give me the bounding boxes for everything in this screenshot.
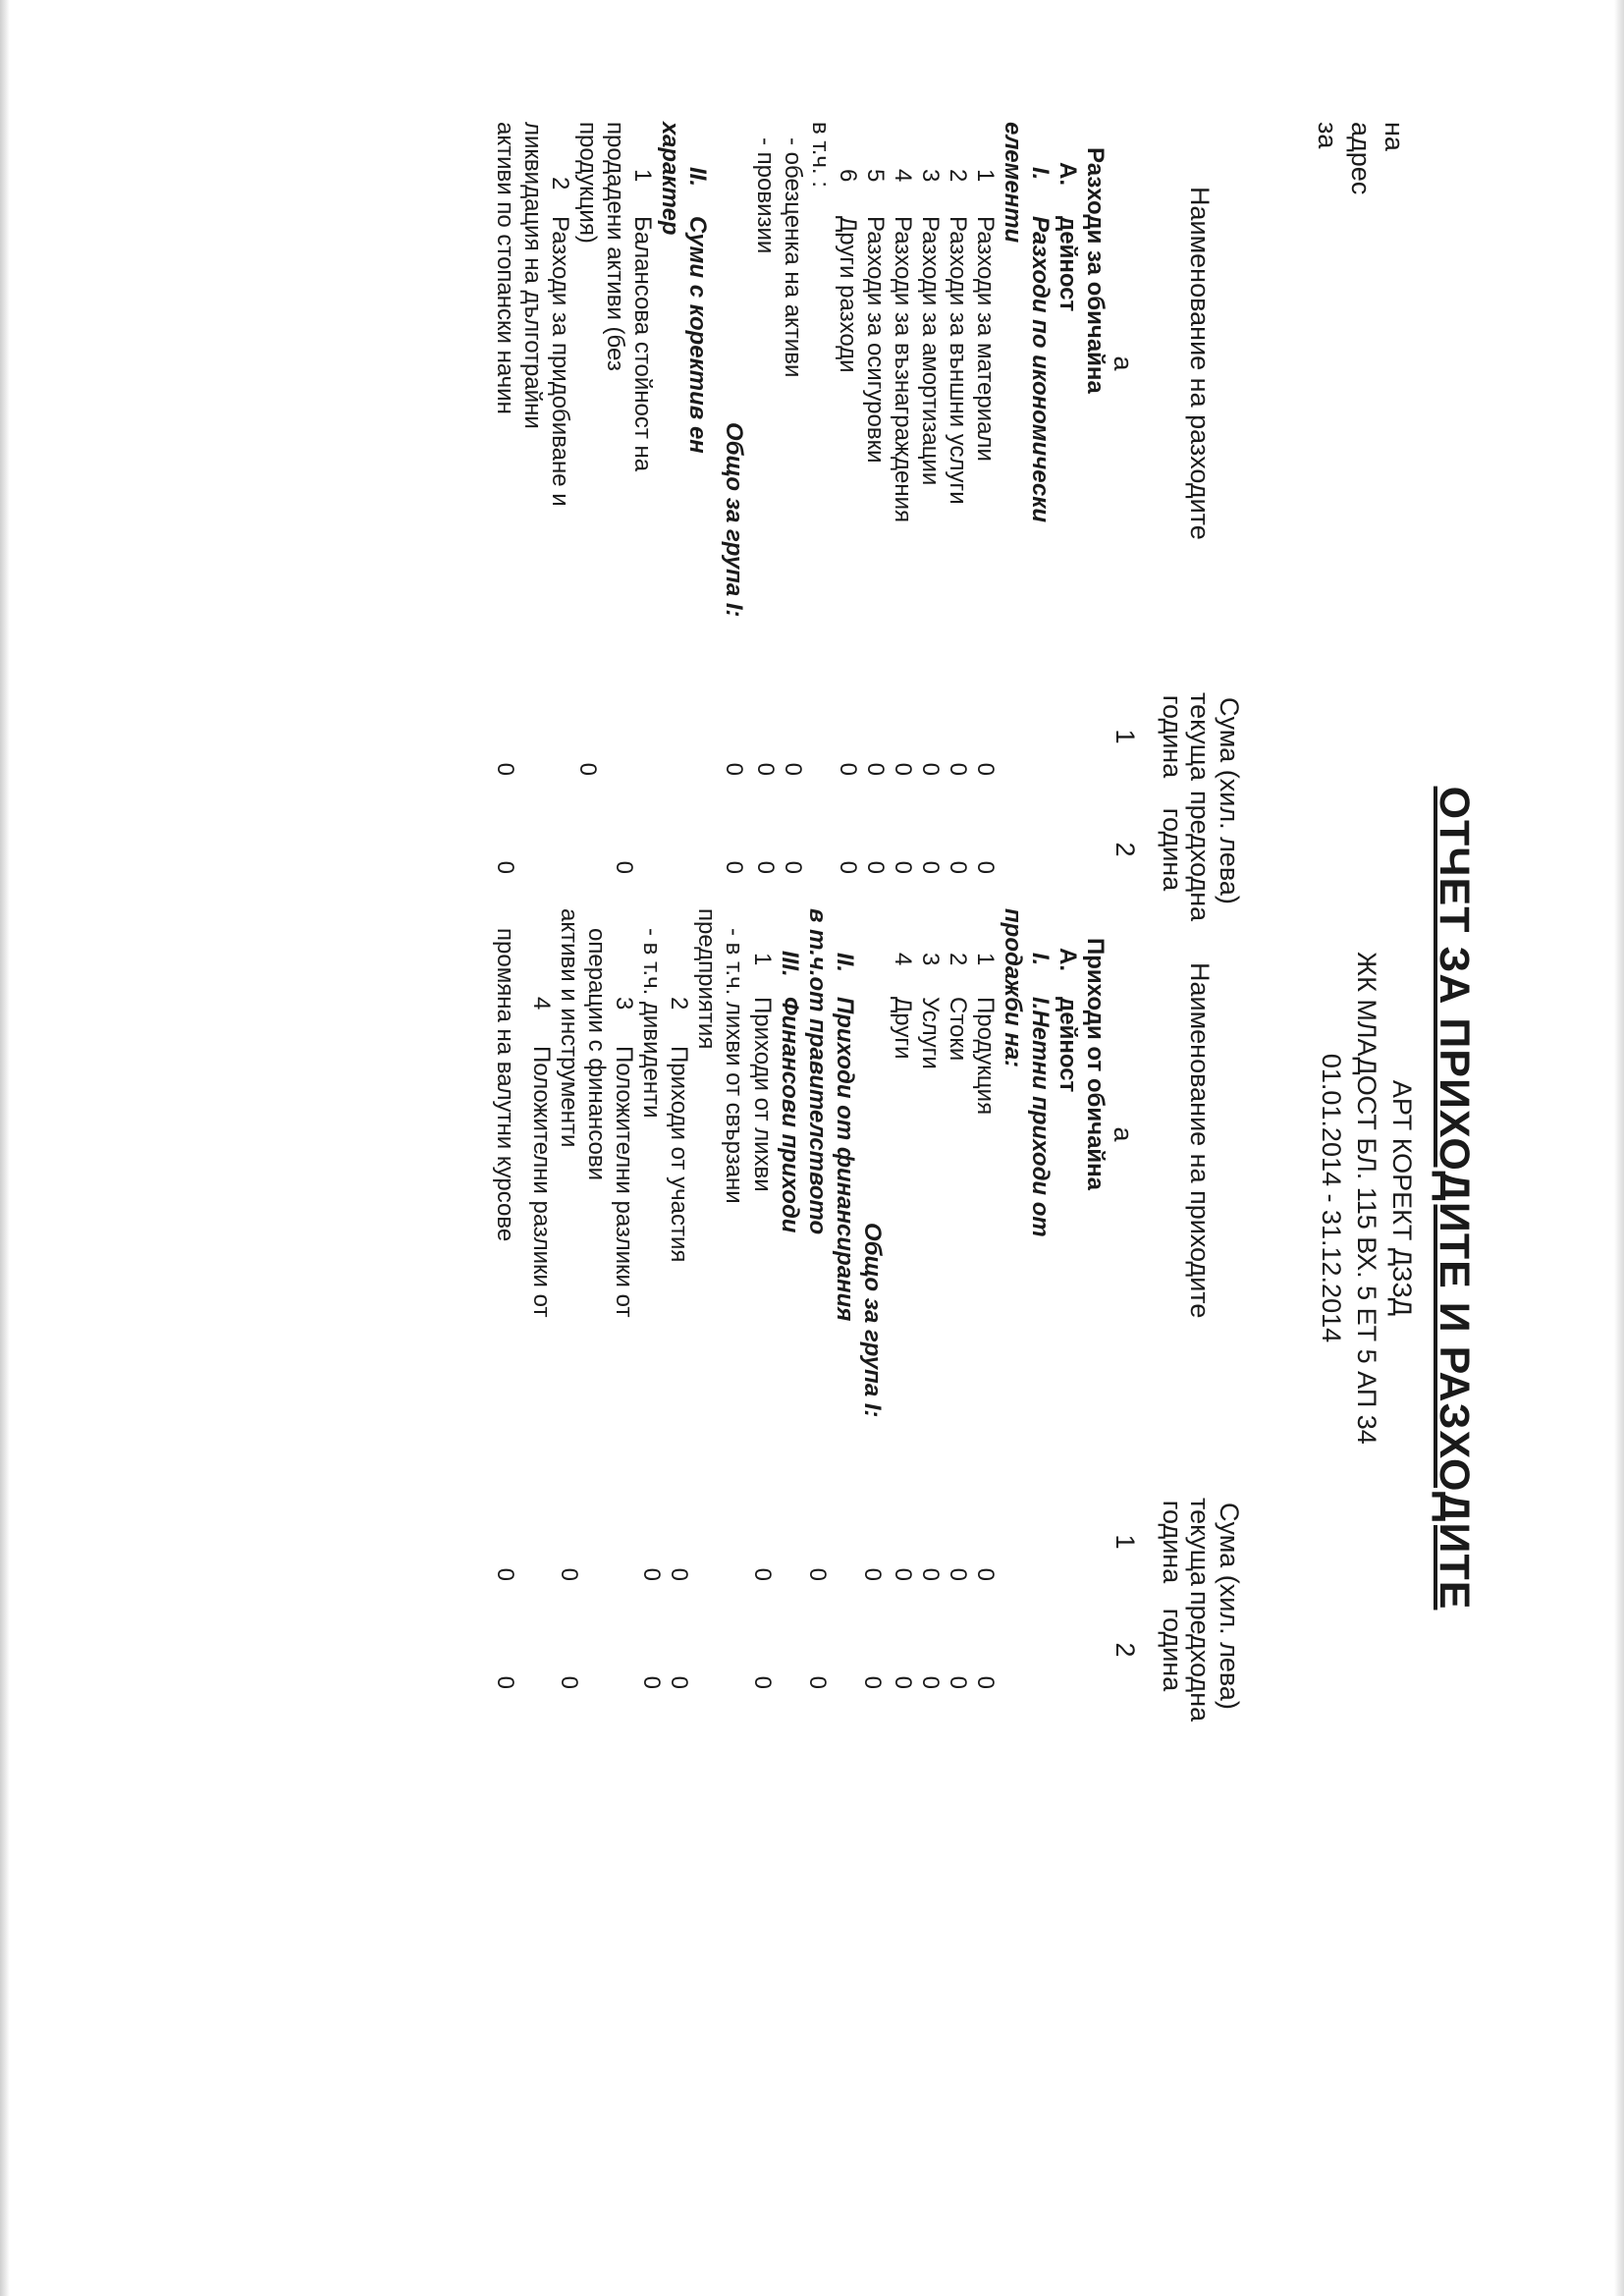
- expenses-total-current: 0: [721, 762, 747, 776]
- expenses-col-previous-year: година: [1158, 807, 1187, 892]
- income-col-current: текуща: [1185, 1498, 1215, 1586]
- income-f-row1-no: 1: [749, 953, 776, 966]
- income-row-no: 3: [917, 953, 944, 966]
- scan-edge-right: [1614, 0, 1624, 2296]
- income-row-previous: 0: [917, 1675, 944, 1689]
- income-f-row2-name: Приходи от участия: [666, 1046, 692, 1263]
- expenses-group2-code: II.: [684, 167, 711, 188]
- income-section-code: А.: [1055, 948, 1081, 971]
- expense-g2-row1-name-3: продукция): [574, 122, 601, 244]
- company-address: ЖК МЛАДОСТ БЛ. 115 ВХ. 5 ЕТ 5 АП 34: [1352, 952, 1381, 1445]
- expenses-col-letter: а: [1109, 355, 1138, 371]
- expense-row-current: 0: [835, 762, 861, 776]
- income-f-row4-name: Положителни разлики от: [528, 1046, 555, 1318]
- expense-g2-row2-name: Разходи за придобиване и: [547, 216, 573, 507]
- expense-g2-row1-name-2: продадени активи (без: [602, 122, 628, 371]
- income-col-current-year: година: [1158, 1500, 1187, 1584]
- income-row-name: Услуги: [917, 997, 944, 1069]
- income-col-letter: а: [1109, 1126, 1138, 1142]
- expense-row-name: Други разходи: [835, 216, 861, 373]
- income-col-previous: предходна: [1185, 1591, 1215, 1722]
- expense-incl-current: 0: [752, 762, 779, 776]
- income-row-name: Продукция: [972, 997, 999, 1116]
- income-f-row3-current: 0: [556, 1567, 582, 1581]
- income-row-current: 0: [945, 1567, 971, 1581]
- income-f-row3-no: 3: [611, 997, 637, 1011]
- income-f-row2-sub-previous: 0: [638, 1675, 665, 1689]
- income-row-previous: 0: [890, 1675, 916, 1689]
- income-f-row4-previous: 0: [492, 1675, 518, 1689]
- income-section-title: Приходи от обичайна: [1082, 938, 1109, 1191]
- income-col-one: 1: [1110, 1534, 1140, 1550]
- expenses-col-one: 1: [1110, 729, 1140, 744]
- expenses-col-two: 2: [1110, 842, 1140, 857]
- income-f-row2-sub-current: 0: [638, 1567, 665, 1581]
- expense-g2-row2-name-3: активи по стопански начин: [492, 122, 518, 414]
- income-row-current: 0: [917, 1567, 944, 1581]
- income-group2-title: Приходи от финансирания: [832, 997, 858, 1322]
- income-total-label: Общо за група I:: [859, 1223, 886, 1418]
- income-f-row4-current: 0: [492, 1567, 518, 1581]
- label-na: на: [1380, 122, 1409, 151]
- income-f-row1-name: Приходи от лихви: [749, 997, 776, 1192]
- expense-row-previous: 0: [945, 860, 971, 874]
- expense-g2-row1-current: 0: [574, 762, 601, 776]
- report-title: ОТЧЕТ ЗА ПРИХОДИТЕ И РАЗХОДИТЕ: [1431, 786, 1478, 1611]
- expense-row-no: 1: [972, 169, 999, 183]
- income-group3-code: III.: [777, 951, 803, 977]
- expense-incl-previous: 0: [780, 860, 806, 874]
- income-group2-code: II.: [832, 953, 858, 973]
- income-row-name: Други: [890, 997, 916, 1060]
- income-section-title-2: дейност: [1055, 997, 1081, 1093]
- expense-row-previous: 0: [835, 860, 861, 874]
- income-group1-code: I.: [1027, 953, 1054, 966]
- expense-row-current: 0: [972, 762, 999, 776]
- expenses-group1-code: I.: [1027, 167, 1054, 181]
- expenses-col-name: Наименование на разходите: [1185, 187, 1215, 540]
- income-row-no: 1: [972, 953, 999, 966]
- income-f-row2-current: 0: [666, 1567, 692, 1581]
- expenses-group2-title-2: характер: [657, 122, 683, 236]
- income-f-row1-sub-2: предприятия: [693, 908, 720, 1050]
- expense-row-name: Разходи за възнаграждения: [890, 216, 916, 523]
- income-f-row2-sub: - в т.ч. дивиденти: [638, 928, 665, 1119]
- income-total-current: 0: [859, 1567, 886, 1581]
- income-f-row2-previous: 0: [666, 1675, 692, 1689]
- scan-edge-left: [0, 0, 10, 2296]
- expense-incl-previous: 0: [752, 860, 779, 874]
- expense-row-no: 6: [835, 169, 861, 183]
- expense-row-current: 0: [917, 762, 944, 776]
- income-f-row4-name-2: промяна на валутни курсове: [492, 928, 518, 1242]
- income-f-row3-previous: 0: [556, 1675, 582, 1689]
- expense-g2-row2-name-2: ликвидация на дълготрайни: [519, 122, 546, 429]
- income-group2-sub-current: 0: [804, 1567, 831, 1581]
- company-name: АРТ КОРЕКТ ДЗЗД: [1387, 1079, 1417, 1317]
- expenses-col-current: текуща: [1185, 692, 1215, 781]
- expenses-col-previous: предходна: [1185, 791, 1215, 922]
- income-total-previous: 0: [859, 1675, 886, 1689]
- expense-incl-name: - провизии: [752, 137, 779, 254]
- income-row-no: 2: [945, 953, 971, 966]
- income-group1-title-2: продажби на:: [1000, 908, 1026, 1068]
- expense-row-name: Разходи за материали: [972, 216, 999, 462]
- expense-row-previous: 0: [917, 860, 944, 874]
- label-adres: адрес: [1346, 122, 1376, 195]
- label-za: за: [1313, 122, 1342, 149]
- expenses-total-label: Общо за група I:: [721, 422, 747, 618]
- expense-g2-row2-current: 0: [492, 762, 518, 776]
- expense-row-no: 2: [945, 169, 971, 183]
- expense-row-name: Разходи за осигуровки: [862, 216, 889, 464]
- report-page: [64, 108, 1478, 2288]
- income-col-sum: Сума (хил. лева): [1215, 1503, 1244, 1710]
- income-group3-title: Финансови приходи: [777, 997, 803, 1233]
- income-row-previous: 0: [945, 1675, 971, 1689]
- expense-row-no: 3: [917, 169, 944, 183]
- expenses-col-sum: Сума (хил. лева): [1215, 697, 1244, 904]
- income-f-row2-no: 2: [666, 997, 692, 1011]
- income-row-name: Стоки: [945, 997, 971, 1062]
- income-f-row1-sub: - в т.ч. лихви от свързани: [721, 928, 747, 1204]
- income-f-row1-current: 0: [749, 1567, 776, 1581]
- expense-row-current: 0: [890, 762, 916, 776]
- expense-g2-row1-prev-zero: 0: [611, 860, 637, 874]
- expenses-section-title-2: дейност: [1055, 216, 1081, 312]
- expenses-incl-label: в т.ч. :: [807, 122, 834, 188]
- expense-incl-current: 0: [780, 762, 806, 776]
- income-group2-sub: в т.ч.от правителството: [804, 908, 831, 1235]
- expense-g2-row1-name: Балансова стойност на: [629, 216, 656, 472]
- expense-row-no: 5: [862, 169, 889, 183]
- expense-row-name: Разходи за амортизации: [917, 216, 944, 486]
- expense-incl-name: - обезценка на активи: [780, 137, 806, 378]
- income-group1-title: I.Нетни приходи от: [1027, 997, 1054, 1237]
- expenses-group1-title: Разходи по икономически: [1027, 216, 1054, 523]
- income-f-row3-name-2: операции с финансови: [583, 928, 610, 1181]
- expense-row-previous: 0: [890, 860, 916, 874]
- expenses-col-current-year: година: [1158, 694, 1187, 779]
- expenses-total-previous: 0: [721, 860, 747, 874]
- expense-row-current: 0: [945, 762, 971, 776]
- income-f-row3-name: Положителни разлики от: [611, 1046, 637, 1318]
- income-row-no: 4: [890, 953, 916, 966]
- income-row-previous: 0: [972, 1675, 999, 1689]
- report-period: 01.01.2014 - 31.12.2014: [1317, 1053, 1346, 1343]
- expense-row-previous: 0: [862, 860, 889, 874]
- expense-g2-row2-no: 2: [547, 177, 573, 191]
- income-f-row3-name-3: активи и инструменти: [556, 908, 582, 1148]
- expense-g2-row1-no: 1: [629, 169, 656, 183]
- expense-g2-row2-previous: 0: [492, 860, 518, 874]
- expense-row-current: 0: [862, 762, 889, 776]
- income-col-name: Наименование на приходите: [1185, 962, 1215, 1319]
- expenses-group1-title-2: елементи: [1000, 122, 1026, 244]
- expenses-section-code: А.: [1055, 162, 1081, 186]
- expenses-group2-title: Суми с коректив ен: [684, 216, 711, 454]
- income-row-current: 0: [972, 1567, 999, 1581]
- income-f-row1-previous: 0: [749, 1675, 776, 1689]
- income-row-current: 0: [890, 1567, 916, 1581]
- income-group2-sub-previous: 0: [804, 1675, 831, 1689]
- expense-row-no: 4: [890, 169, 916, 183]
- income-f-row4-no: 4: [528, 997, 555, 1011]
- expense-row-previous: 0: [972, 860, 999, 874]
- income-col-previous-year: година: [1158, 1608, 1187, 1692]
- expenses-section-title: Разходи за обичайна: [1082, 147, 1109, 394]
- expense-row-name: Разходи за външни услуги: [945, 216, 971, 505]
- income-col-two: 2: [1110, 1642, 1140, 1658]
